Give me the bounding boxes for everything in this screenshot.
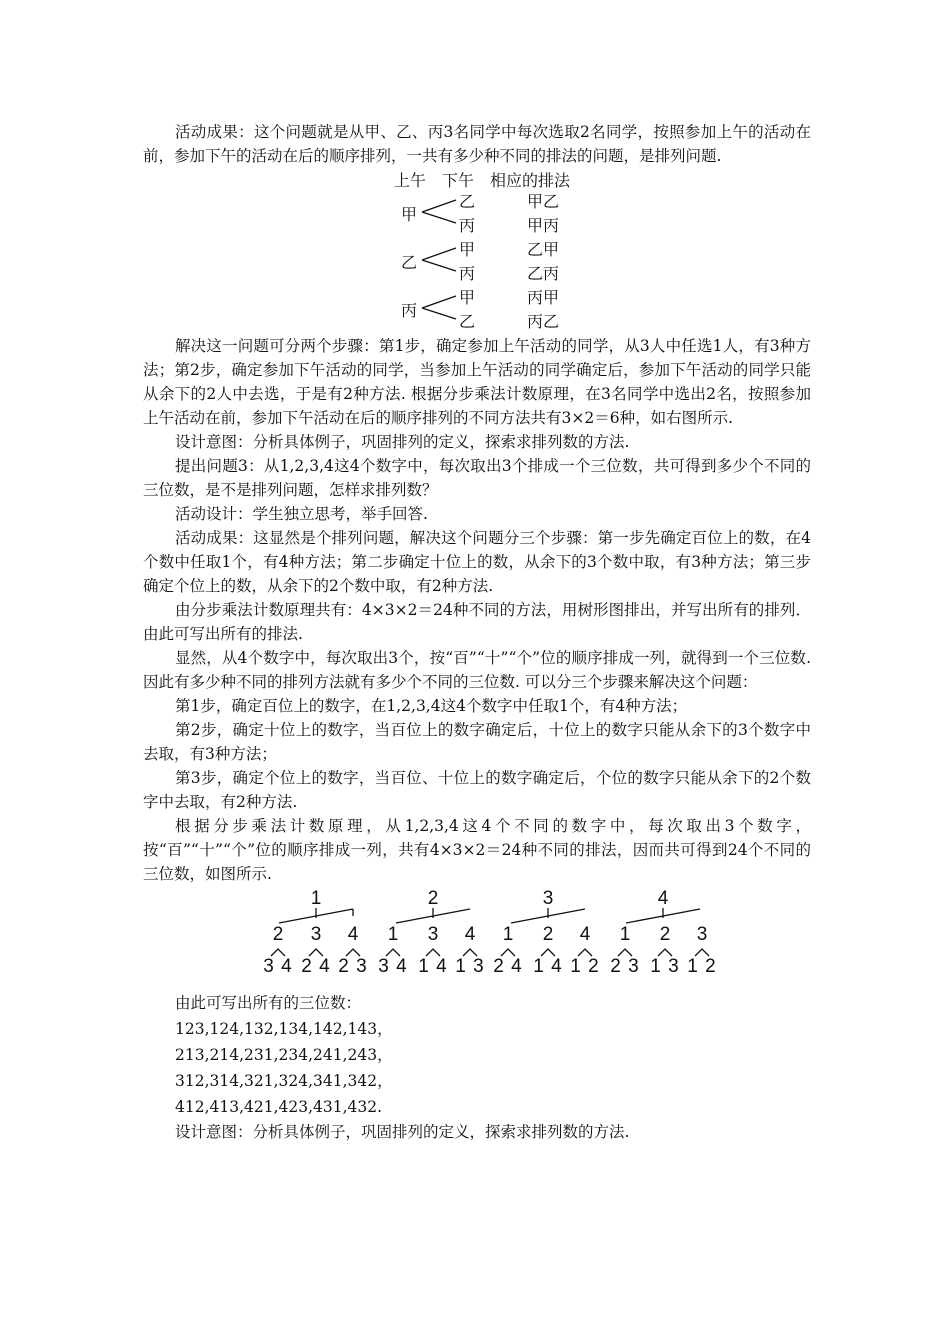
number-line: 123,124,132,134,142,143， [175,1020,393,1038]
numbers-intro: 由此可写出所有的三位数： [175,994,362,1012]
tree2-root: 3 [542,888,554,909]
paragraph-activity-result-2: 活动成果：这显然是个排列问题，解决这个问题分三个步骤：第一步先确定百位上的数，在4个数中任取1个，有4种方法；第二步确定十位上的数，从余下的3个数中取，有3种方法；第三步确定个位上的数，从余下的2个数中取，有2种方法. [143,529,811,595]
tree1-branch: 乙 [459,192,476,211]
tree1-result: 甲乙 [527,192,560,211]
tree2-level2: 3 [310,924,322,945]
number-line: 412,413,421,423,431,432. [175,1098,383,1116]
tree2-level2: 4 [464,924,476,945]
tree1-branch: 丙 [459,264,476,283]
tree-diagram-header: 上午 下午 相应的排法 [394,171,571,190]
tree1-branch: 乙 [459,312,476,331]
tree2-level2: 2 [272,924,284,945]
number-line: 312,314,321,324,341,342， [175,1072,393,1090]
tree2-level2: 2 [659,924,671,945]
tree2-level2: 3 [427,924,439,945]
tree2-level2: 4 [579,924,591,945]
paragraph-multiplication-principle: 由分步乘法计数原理共有：4×3×2＝24种不同的方法，用树形图排出，并写出所有的排列．由此可写出所有的排法. [143,601,811,643]
document-page [143,120,811,1144]
tree1-result: 乙甲 [527,240,560,259]
number-line: 213,214,231,234,241,243， [175,1046,393,1064]
tree-diagram-lines [143,168,811,334]
paragraph-step-1: 第1步，确定百位上的数字，在1,2,3,4这4个数字中任取1个，有4种方法； [175,697,688,715]
paragraph-three-digit-intro: 显然，从4个数字中，每次取出3个，按“百”“十”“个”位的顺序排成一列，就得到一个三位数. 因此有多少种不同的排列方法就有多少个不同的三位数. 可以分三个步骤来解决这个问题： [143,649,811,691]
paragraph-activity-result-1: 活动成果：这个问题就是从甲、乙、丙3名同学中每次选取2名同学，按照参加上午的活动在前，参加下午的活动在后的顺序排列，一共有多少种不同的排法的问题，是排列问题. [143,123,811,165]
paragraph-step-2: 第2步，确定十位上的数字，当百位上的数字确定后，十位上的数字只能从余下的3个数字中去取，有3种方法； [143,721,811,763]
tree2-root: 4 [657,888,669,909]
tree2-level2: 3 [696,924,708,945]
paragraph-activity-design: 活动设计：学生独立思考，举手回答. [175,505,428,523]
tree1-result: 甲丙 [527,216,560,235]
paragraph-step-3: 第3步，确定个位上的数字，当百位、十位上的数字确定后，个位的数字只能从余下的2个数字中去取，有2种方法. [143,769,811,811]
tree1-root: 甲 [401,205,418,224]
tree2-leaf: 3 4 [378,956,408,977]
tree2-leaf: 2 3 [610,956,640,977]
tree1-branch: 甲 [459,240,476,259]
tree2-leaf: 1 3 [455,956,485,977]
tree1-root: 丙 [401,301,418,320]
paragraph-closing-design-intent: 设计意图：分析具体例子，巩固排列的定义，探索求排列数的方法. [175,1123,630,1141]
tree2-level2: 2 [542,924,554,945]
paragraph-question-3: 提出问题3：从1,2,3,4这4个数字中，每次取出3个排成一个三位数，共可得到多少个不同的三位数，是不是排列问题，怎样求排列数？ [143,457,811,499]
tree2-root: 2 [427,888,439,909]
tree-diagram-morning-afternoon [143,168,811,334]
paragraph-two-steps: 解决这一问题可分两个步骤：第1步，确定参加上午活动的同学，从3人中任选1人，有3种方法；第2步，确定参加下午活动的同学，当参加上午活动的同学确定后，参加下午活动的同学只能从余下的2人中去选，于是有2种方法. 根据分步乘法计数原理，在3名同学中选出2名，按照参加上午活动在前，参加下午活动在后的顺序排列的不同方法共有3×2＝6种，如右图所示. [143,337,811,427]
tree1-result: 丙乙 [527,312,560,331]
tree2-leaf: 1 4 [533,956,563,977]
tree2-level2: 1 [502,924,514,945]
tree1-root: 乙 [401,253,418,272]
tree2-level2: 1 [387,924,399,945]
tree2-leaf: 1 4 [418,956,448,977]
tree2-leaf: 2 3 [338,956,368,977]
tree2-leaf: 1 2 [570,956,600,977]
three-digit-number-list [143,990,811,1120]
tree2-level2: 4 [347,924,359,945]
tree2-leaf: 2 4 [301,956,331,977]
tree1-branch: 甲 [459,288,476,307]
tree2-leaf: 3 4 [263,956,293,977]
tree2-leaf: 2 4 [493,956,523,977]
tree1-result: 丙甲 [527,288,560,307]
paragraph-design-intent: 设计意图：分析具体例子，巩固排列的定义，探索求排列数的方法. [175,433,630,451]
tree1-branch: 丙 [459,216,476,235]
tree2-leaf: 1 3 [650,956,680,977]
tree-diagram-three-digit [143,888,811,980]
tree1-result: 乙丙 [527,264,560,283]
tree2-root: 1 [310,888,322,909]
tree2-leaf: 1 2 [687,956,717,977]
tree2-level2: 1 [619,924,631,945]
paragraph-conclusion: 根据分步乘法计数原理，从1,2,3,4这4个不同的数字中，每次取出3个数字，按“百”“十”“个”位的顺序排成一列，共有4×3×2＝24种不同的排法，因而共可得到24个不同的三位数，如图所示. [143,817,811,883]
